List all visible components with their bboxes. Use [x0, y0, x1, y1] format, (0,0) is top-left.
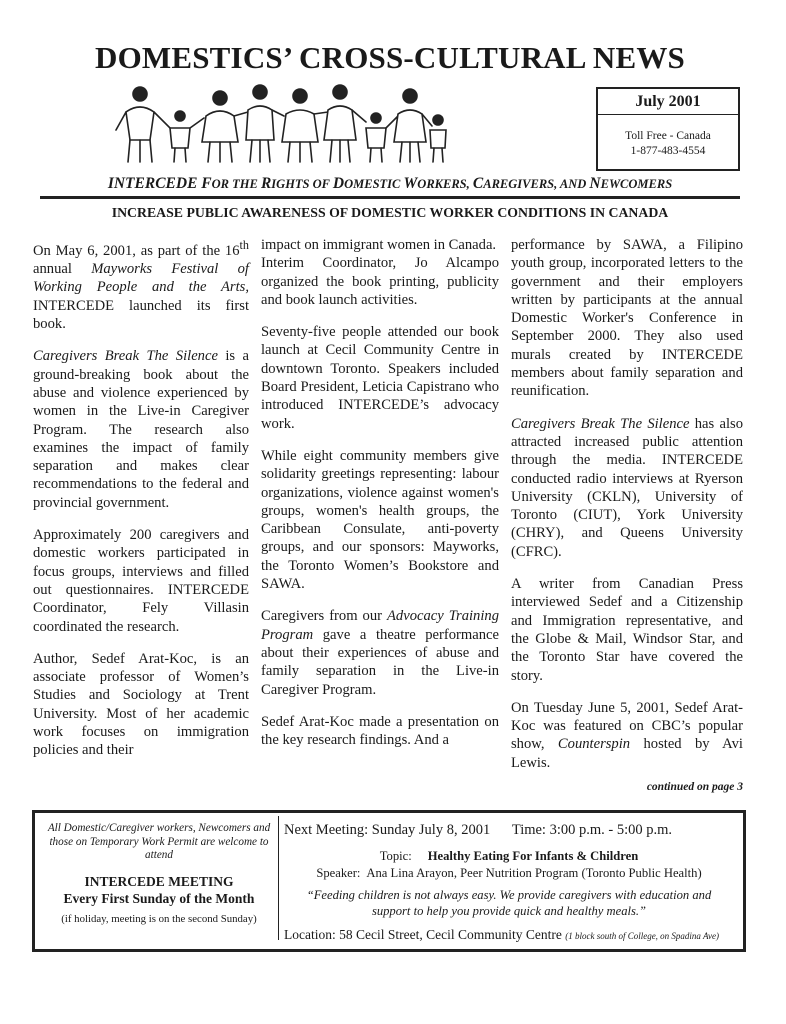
text: hosted by Avi Lewis.: [511, 736, 743, 771]
meeting-divider: [278, 816, 279, 940]
text: On May 6, 2001, as part of the 16: [33, 242, 240, 259]
tagline-text: IGHTS OF: [271, 177, 333, 191]
paragraph: While eight community members give solidarity greetings representing: labour organizations, violence against women's groups, women's health groups, the Caribbean Consulate, anti-poverty groups, and our sponsors: Mayworks, the Toronto Women’s Bookstore and SAWA.: [261, 447, 499, 593]
organization-tagline: [40, 175, 740, 193]
book-title: Caregivers Break The Silence: [511, 415, 690, 432]
meeting-title-line1: INTERCEDE MEETING: [84, 873, 234, 889]
text: Caregivers from our: [261, 608, 387, 625]
tagline-text: ORKERS,: [417, 177, 473, 191]
paragraph: Seventy-five people attended our book launch at Cecil Community Centre in downtown Toronto. Speakers included Board President, Leticia Capistrano who introduced INTERCEDE’s advocacy work.: [261, 324, 499, 432]
article-headline: INCREASE PUBLIC AWARENESS OF DOMESTIC WORKER CONDITIONS IN CANADA: [111, 205, 669, 220]
meeting-info-right: [284, 822, 734, 943]
text: INTERCEDE launched its first book.: [33, 297, 249, 333]
superscript: th: [239, 238, 249, 252]
speaker-value: Ana Lina Arayon, Peer Nutrition Program (Toronto Public Health): [366, 866, 702, 880]
paragraph: [33, 347, 249, 512]
tagline-text: OR THE: [211, 177, 261, 191]
paragraph: impact on immigrant women in Canada.: [261, 237, 497, 253]
meeting-speaker: [284, 866, 734, 881]
text: On Tuesday June 5, 2001, Sedef Arat-Koc was featured on CBC’s popular show,: [511, 699, 743, 753]
text: annual: [33, 261, 92, 278]
issue-date-box: [596, 87, 740, 171]
program-name: Advocacy Training Program: [261, 608, 499, 643]
paragraph: [511, 415, 743, 561]
tagline-text: AREGIVERS, AND: [483, 177, 590, 191]
topic-label: Topic:: [379, 849, 412, 863]
meeting-info-left: [44, 822, 274, 925]
paragraph: Sedef Arat-Koc made a presentation on the key research findings. And a: [261, 713, 499, 749]
people-chain-logo: [112, 82, 452, 170]
tagline-text: OMESTIC: [344, 177, 404, 191]
tagline-cap: D: [332, 175, 345, 192]
article-column-3: [511, 236, 743, 796]
festival-name: Mayworks Festival of Working People and the Arts,: [33, 261, 249, 296]
meeting-topic: [284, 849, 734, 864]
location-value: Location: 58 Cecil Street, Cecil Community Centre: [284, 927, 562, 942]
tagline-org: INTERCEDE: [107, 175, 198, 192]
text: is a ground-breaking book about the abuse and violence experienced by women in the Live-in Caregiver Program. The research also examines the impact of family separation and makes clear recommendations to the federal and provincial government.: [33, 348, 249, 511]
meeting-title: [44, 873, 274, 907]
text: gave a theatre performance about their experiences of abuse and family separation in the Live-in Caregiver Program.: [261, 626, 499, 698]
book-title: Caregivers Break The Silence: [33, 348, 218, 365]
tagline-text: EWCOMERS: [600, 177, 673, 191]
article-column-2: [261, 236, 499, 763]
next-meeting-date: Next Meeting: Sunday July 8, 2001: [284, 822, 491, 838]
topic-value: Healthy Eating For Infants & Children: [427, 849, 639, 863]
text: has also attracted increased public attention through the media. INTERCEDE conducted radio interviews at Ryerson University (CKLN), University of Toronto (CIUT), York University (CHRY), and Queens University (CFRC).: [511, 415, 743, 560]
next-meeting: [284, 822, 734, 839]
meeting-title-line2: Every First Sunday of the Month: [63, 890, 255, 906]
tagline-cap: R: [260, 175, 272, 192]
tagline-cap: W: [403, 175, 418, 192]
speaker-label: Speaker:: [316, 866, 361, 880]
show-name: Counterspin: [557, 736, 631, 753]
issue-month: July 2001: [635, 93, 701, 110]
paragraph: A writer from Canadian Press interviewed Sedef and a Citizenship and Immigration representative, and the Globe & Mail, Windsor Star, and the Toronto Star have covered the story.: [511, 576, 743, 684]
date-divider: [598, 114, 738, 115]
toll-free-label: Toll Free - Canada: [625, 130, 711, 142]
holiday-note: (if holiday, meeting is on the second Sunday): [61, 912, 257, 925]
meeting-time: Time: 3:00 p.m. - 5:00 p.m.: [511, 822, 673, 838]
masthead-title: DOMESTICS’ CROSS-CULTURAL NEWS: [95, 40, 685, 75]
paragraph: performance by SAWA, a Filipino youth group, incorporated letters to the government and their employers written by participants at the annual Domestic Worker's Conference in September 2000. They also used murals created by INTERCEDE members about family separation and reunification.: [511, 237, 743, 400]
welcome-note: All Domestic/Caregiver workers, Newcomers and those on Temporary Work Permit are welcome to attend: [47, 822, 271, 861]
tagline-cap: N: [589, 175, 601, 192]
meeting-location: [284, 927, 734, 943]
paragraph: Approximately 200 caregivers and domestic workers participated in focus groups, interviews and filled out questionnaires. INTERCEDE Coordinator, Fely Villasin coordinated the research.: [33, 527, 249, 635]
article-column-1: [33, 236, 249, 774]
paragraph: [33, 236, 249, 333]
toll-free-number: 1-877-483-4554: [630, 145, 706, 157]
tagline-cap: F: [201, 175, 212, 192]
paragraph: Interim Coordinator, Jo Alcampo organized the book printing, publicity and book launch activities.: [261, 255, 499, 308]
header-rule: [40, 196, 740, 199]
meeting-quote: “Feeding children is not always easy. We provide caregivers with education and support to help you provide quick and healthy meals.”: [306, 888, 712, 918]
paragraph: Author, Sedef Arat-Koc, is an associate professor of Women’s Studies and Sociology at Trent University. Most of her academic work focuses on immigration policies and their: [33, 650, 249, 759]
tagline-cap: C: [472, 175, 484, 192]
paragraph: [511, 699, 743, 772]
paragraph: [261, 607, 499, 698]
continued-note: continued on page 3: [646, 781, 743, 794]
location-note: (1 block south of College, on Spadina Ave): [565, 931, 720, 941]
